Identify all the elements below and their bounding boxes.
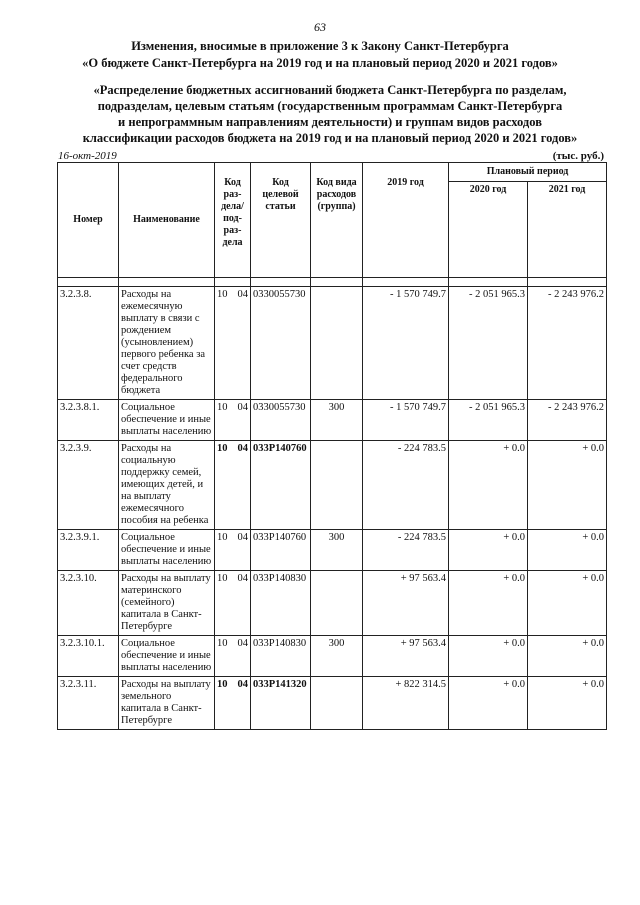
cell-target: 033P140830 xyxy=(251,636,311,677)
cell-2021: - 2 243 976.2 xyxy=(528,287,607,400)
cell-2019: + 822 314.5 xyxy=(363,677,449,730)
document-date: 16-окт-2019 xyxy=(58,150,117,162)
cell-name: Расходы на ежемесячную выплату в связи с рождением (усыновлением) первого ребенка за счет средств федерального бюджета xyxy=(119,287,215,400)
subheading-line-2: подразделам, целевым статьям (государственным программам Санкт-Петербурга xyxy=(97,99,563,113)
cell-2019: - 1 570 749.7 xyxy=(363,287,449,400)
col-2021: 2021 год xyxy=(528,182,607,278)
cell-2021: + 0.0 xyxy=(528,571,607,636)
cell-2020: + 0.0 xyxy=(449,441,528,530)
cell-2019: - 1 570 749.7 xyxy=(363,400,449,441)
cell-2019: - 224 783.5 xyxy=(363,441,449,530)
col-section: Код раз-дела/ под-раз-дела xyxy=(215,163,251,278)
cell-name: Социальное обеспечение и иные выплаты населению xyxy=(119,636,215,677)
cell-subsection: 04 xyxy=(233,636,251,677)
table-body xyxy=(58,278,607,730)
cell-section: 10 xyxy=(215,571,233,636)
table-row xyxy=(58,530,607,571)
cell-section: 10 xyxy=(215,441,233,530)
cell-2020: - 2 051 965.3 xyxy=(449,287,528,400)
table-row xyxy=(58,571,607,636)
table-row xyxy=(58,441,607,530)
header-spacer-row xyxy=(58,278,607,287)
cell-section: 10 xyxy=(215,636,233,677)
cell-kind: 300 xyxy=(311,636,363,677)
cell-subsection: 04 xyxy=(233,400,251,441)
document-heading xyxy=(40,38,600,72)
cell-name: Социальное обеспечение и иные выплаты населению xyxy=(119,530,215,571)
cell-2021: + 0.0 xyxy=(528,530,607,571)
heading-line-2: «О бюджете Санкт-Петербурга на 2019 год и на плановый период 2020 и 2021 годов» xyxy=(82,56,558,70)
cell-number: 3.2.3.10. xyxy=(58,571,119,636)
units-label: (тыс. руб.) xyxy=(552,150,604,162)
cell-target: 0330055730 xyxy=(251,287,311,400)
col-2020: 2020 год xyxy=(449,182,528,278)
subheading-line-1: «Распределение бюджетных ассигнований бюджета Санкт-Петербурга по разделам, xyxy=(93,83,567,97)
table-row xyxy=(58,287,607,400)
cell-subsection: 04 xyxy=(233,677,251,730)
cell-kind xyxy=(311,571,363,636)
cell-2021: + 0.0 xyxy=(528,677,607,730)
cell-subsection: 04 xyxy=(233,441,251,530)
document-subheading xyxy=(55,82,605,146)
cell-2021: + 0.0 xyxy=(528,636,607,677)
cell-number: 3.2.3.9. xyxy=(58,441,119,530)
cell-kind xyxy=(311,677,363,730)
col-target: Код целевой статьи xyxy=(251,163,311,278)
cell-kind xyxy=(311,441,363,530)
cell-number: 3.2.3.10.1. xyxy=(58,636,119,677)
cell-number: 3.2.3.9.1. xyxy=(58,530,119,571)
cell-name: Расходы на выплату земельного капитала в Санкт-Петербурге xyxy=(119,677,215,730)
cell-kind: 300 xyxy=(311,400,363,441)
cell-2019: + 97 563.4 xyxy=(363,571,449,636)
subheading-line-4: классификации расходов бюджета на 2019 год и на плановый период 2020 и 2021 годов» xyxy=(82,131,578,145)
page-number: 63 xyxy=(314,20,326,34)
cell-name: Социальное обеспечение и иные выплаты населению xyxy=(119,400,215,441)
table-row xyxy=(58,636,607,677)
cell-name: Расходы на выплату материнского (семейного) капитала в Санкт-Петербурге xyxy=(119,571,215,636)
table-row xyxy=(58,677,607,730)
cell-2020: + 0.0 xyxy=(449,636,528,677)
cell-2020: + 0.0 xyxy=(449,677,528,730)
col-kind: Код вида расходов (группа) xyxy=(311,163,363,278)
cell-section: 10 xyxy=(215,400,233,441)
cell-subsection: 04 xyxy=(233,571,251,636)
cell-number: 3.2.3.11. xyxy=(58,677,119,730)
cell-target: 0330055730 xyxy=(251,400,311,441)
cell-2019: + 97 563.4 xyxy=(363,636,449,677)
table-header xyxy=(58,163,607,278)
cell-2021: + 0.0 xyxy=(528,441,607,530)
cell-target: 033P140830 xyxy=(251,571,311,636)
cell-target: 033P141320 xyxy=(251,677,311,730)
subheading-line-3: и непрограммным направлениям деятельности) и группам видов расходов xyxy=(118,115,542,129)
budget-table xyxy=(57,162,607,730)
cell-section: 10 xyxy=(215,287,233,400)
col-number: Номер xyxy=(58,163,119,278)
cell-section: 10 xyxy=(215,530,233,571)
cell-number: 3.2.3.8. xyxy=(58,287,119,400)
cell-subsection: 04 xyxy=(233,530,251,571)
cell-target: 033P140760 xyxy=(251,441,311,530)
cell-number: 3.2.3.8.1. xyxy=(58,400,119,441)
cell-section: 10 xyxy=(215,677,233,730)
cell-target: 033P140760 xyxy=(251,530,311,571)
table-row xyxy=(58,400,607,441)
cell-subsection: 04 xyxy=(233,287,251,400)
cell-2020: + 0.0 xyxy=(449,530,528,571)
cell-kind: 300 xyxy=(311,530,363,571)
col-name: Наименование xyxy=(119,163,215,278)
cell-2020: + 0.0 xyxy=(449,571,528,636)
col-planned: Плановый период xyxy=(449,163,607,182)
cell-name: Расходы на социальную поддержку семей, имеющих детей, и на выплату ежемесячного пособия на ребенка xyxy=(119,441,215,530)
col-2019: 2019 год xyxy=(363,163,449,278)
cell-2020: - 2 051 965.3 xyxy=(449,400,528,441)
heading-line-1: Изменения, вносимые в приложение 3 к Закону Санкт-Петербурга xyxy=(131,39,509,53)
cell-kind xyxy=(311,287,363,400)
cell-2019: - 224 783.5 xyxy=(363,530,449,571)
cell-2021: - 2 243 976.2 xyxy=(528,400,607,441)
